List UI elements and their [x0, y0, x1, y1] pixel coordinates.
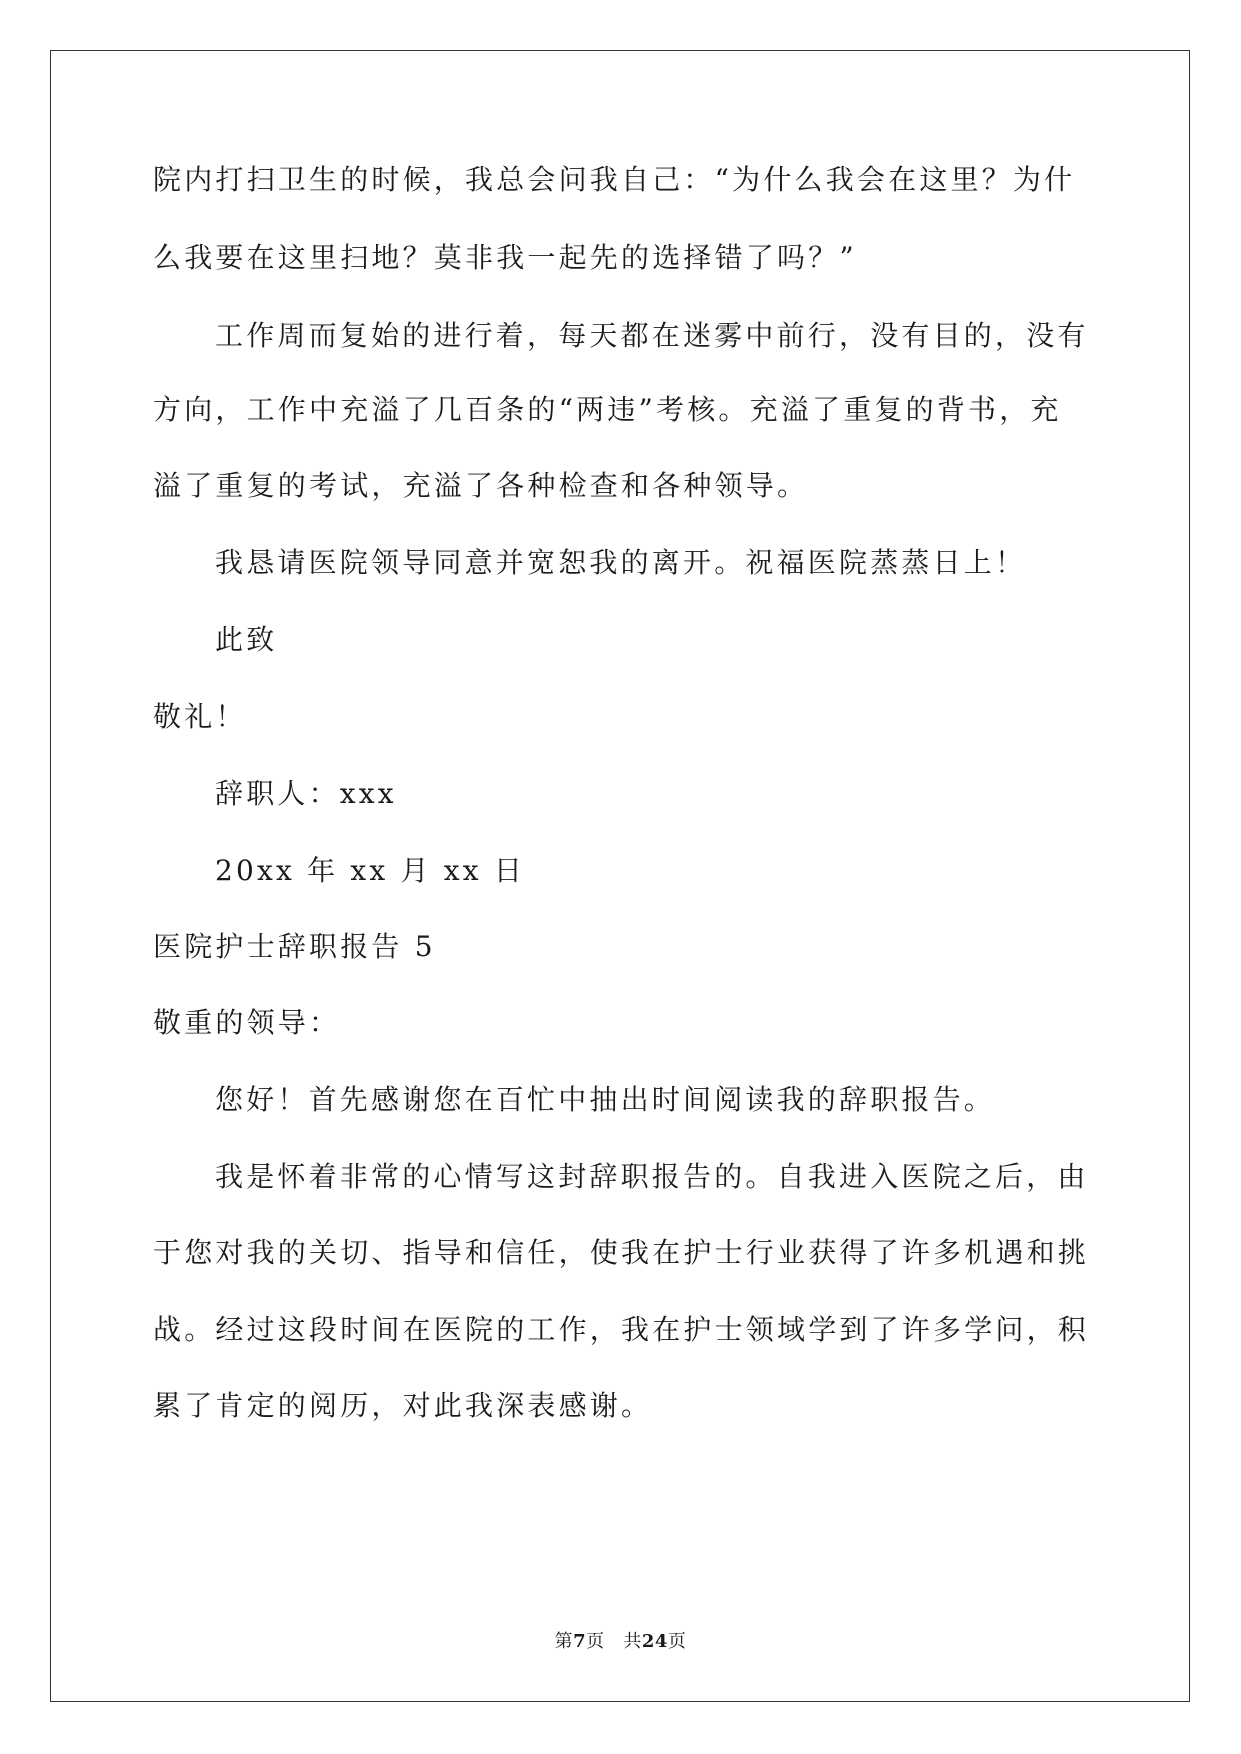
- total-suffix: 页: [667, 1631, 687, 1652]
- signature-line: 辞职人：xxx: [215, 777, 397, 810]
- total-pages: 24: [641, 1631, 668, 1652]
- total-prefix: 共: [623, 1631, 642, 1652]
- text-line-1: 院内打扫卫生的时候，我总会问我自己：“为什么我会在这里？为什: [153, 163, 1076, 196]
- text-line-15: 于您对我的关切、指导和信任，使我在护士行业获得了许多机遇和挑: [153, 1236, 1090, 1269]
- text-line-17: 累了肯定的阅历，对此我深表感谢。: [153, 1389, 653, 1422]
- text-line-2: 么我要在这里扫地？莫非我一起先的选择错了吗？”: [153, 241, 857, 274]
- closing-regards: 敬礼！: [153, 700, 247, 733]
- page-suffix: 页: [586, 1631, 605, 1652]
- text-line-3: 工作周而复始的进行着，每天都在迷雾中前行，没有目的，没有: [215, 319, 1089, 352]
- page-prefix: 第: [554, 1631, 574, 1652]
- section-title: 医院护士辞职报告 5: [153, 930, 436, 963]
- closing-salutation: 此致: [215, 623, 278, 656]
- text-line-4: 方向，工作中充溢了几百条的“两违”考核。充溢了重复的背书，充: [153, 393, 1062, 426]
- greeting-line: 敬重的领导：: [153, 1006, 341, 1039]
- date-line: 20xx 年 xx 月 xx 日: [215, 854, 526, 887]
- text-line-13: 您好！首先感谢您在百忙中抽出时间阅读我的辞职报告。: [215, 1083, 996, 1116]
- text-line-5: 溢了重复的考试，充溢了各种检查和各种领导。: [153, 469, 809, 502]
- text-line-14: 我是怀着非常的心情写这封辞职报告的。自我进入医院之后，由: [215, 1160, 1089, 1193]
- page-footer: [0, 1627, 1241, 1653]
- page-number: 7: [573, 1631, 587, 1652]
- text-line-16: 战。经过这段时间在医院的工作，我在护士领域学到了许多学问，积: [153, 1313, 1090, 1346]
- text-line-6: 我恳请医院领导同意并宽恕我的离开。祝福医院蒸蒸日上！: [215, 546, 1027, 579]
